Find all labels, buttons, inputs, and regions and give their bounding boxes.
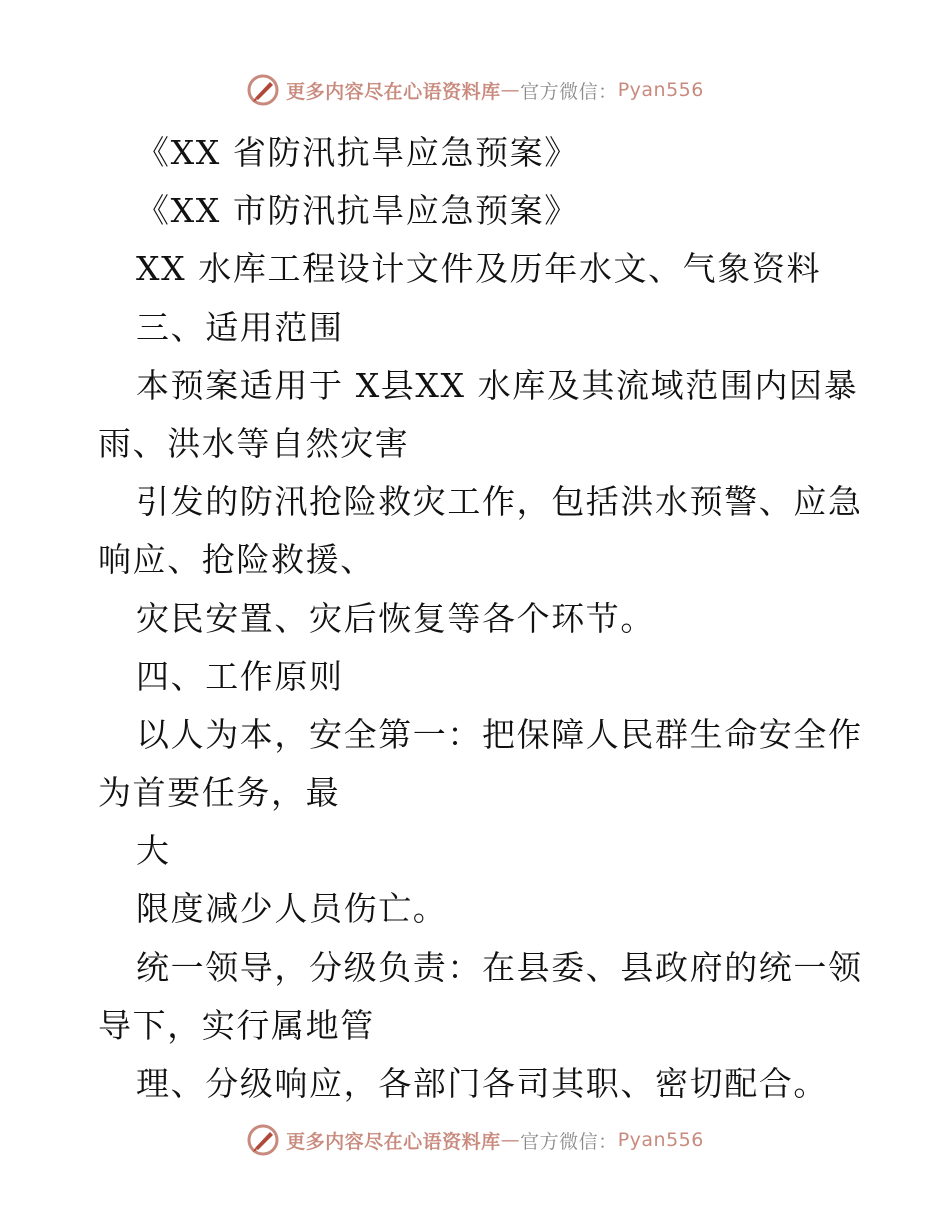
banner-wechat-id: Pyan556	[617, 1129, 704, 1151]
text-line: 大	[136, 831, 171, 871]
text-line: 《XX 市防汛抗旱应急预案》	[136, 191, 579, 231]
banner-dash: —	[500, 1129, 521, 1151]
text-line: 《XX 省防汛抗旱应急预案》	[136, 133, 579, 172]
text-line: 引发的防汛抢险救灾工作，包括洪水预警、应急	[136, 482, 863, 522]
text-line: XX 水库工程设计文件及历年水文、气象资料	[136, 249, 822, 289]
quill-logo-icon	[246, 1123, 280, 1157]
text-line: 灾民安置、灾后恢复等各个环节。	[136, 598, 655, 638]
text-line: 以人为本，安全第一：把保障人民群生命安全作	[136, 714, 863, 754]
banner-dash: —	[500, 79, 521, 101]
text-line: 导下，实行属地管	[98, 1005, 375, 1045]
banner-main-text: 更多内容尽在心语资料库	[286, 80, 501, 103]
document-body	[98, 124, 863, 1113]
text-line: 雨、洪水等自然灾害	[98, 423, 410, 463]
banner-sub-text: 官方微信：	[520, 80, 618, 103]
quill-logo-icon	[246, 73, 280, 107]
text-line: 为首要任务，最	[98, 773, 341, 813]
banner-sub-text: 官方微信：	[520, 1130, 618, 1153]
banner-wechat-id: Pyan556	[617, 79, 704, 101]
section-heading: 三、适用范围	[136, 307, 344, 347]
banner-main-text: 更多内容尽在心语资料库	[286, 1130, 501, 1153]
section-heading: 四、工作原则	[136, 656, 344, 696]
text-line: 本预案适用于 X县XX 水库及其流域范围内因暴	[136, 365, 859, 405]
text-line: 统一领导，分级负责：在县委、县政府的统一领	[136, 947, 863, 987]
text-line: 响应、抢险救援、	[98, 540, 375, 580]
text-line: 限度减少人员伤亡。	[136, 889, 448, 929]
watermark-banner-top	[0, 70, 950, 110]
watermark-banner-bottom	[0, 1120, 950, 1160]
text-line: 理、分级响应，各部门各司其职、密切配合。	[136, 1064, 828, 1103]
